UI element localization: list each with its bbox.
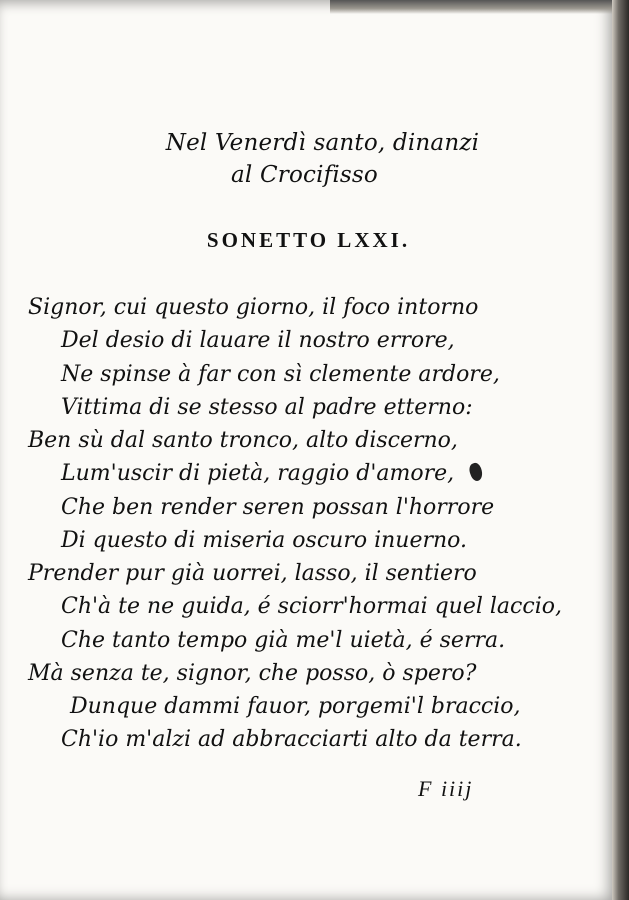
sonnet-title-line-1: Nel Venerdì santo, dinanzi (165, 130, 480, 156)
verse-line-8: Di questo di miseria oscuro inuerno. (61, 528, 468, 553)
verse-line-12: Mà senza te, signor, che posso, ò spero? (28, 661, 477, 686)
verse-line-7: Che ben render seren possan l'horrore (61, 495, 495, 520)
verse-line-2: Del desio di lauare il nostro errore, (61, 328, 455, 353)
verse-line-11: Che tanto tempo già me'l uietà, é serra. (61, 628, 506, 653)
verse-line-13: Dunque dammi fauor, porgemi'l braccio, (70, 694, 521, 719)
verse-line-14: Ch'io m'alzi ad abbracciarti alto da terra. (61, 727, 522, 752)
sonnet-heading: SONETTO LXXI. (206, 228, 411, 252)
signature-mark: F iiij (418, 776, 474, 801)
verse-line-9: Prender pur già uorrei, lasso, il sentiero (28, 561, 477, 586)
verse-line-1: Signor, cui questo giorno, il foco intorno (28, 295, 479, 320)
page-right-edge-shadow (612, 0, 629, 900)
verse-line-3: Ne spinse à far con sì clemente ardore, (61, 362, 500, 387)
verse-line-10: Ch'à te ne guida, é sciorr'hormai quel laccio, (61, 594, 562, 619)
verse-line-6: Lum'uscir di pietà, raggio d'amore, (61, 461, 455, 486)
ink-blot (467, 461, 484, 482)
page-top-edge-shadow (330, 0, 617, 14)
verse-line-4: Vittima di se stesso al padre etterno: (61, 395, 473, 420)
sonnet-title-line-2: al Crocifisso (231, 162, 378, 188)
verse-line-5: Ben sù dal santo tronco, alto discerno, (28, 428, 458, 453)
